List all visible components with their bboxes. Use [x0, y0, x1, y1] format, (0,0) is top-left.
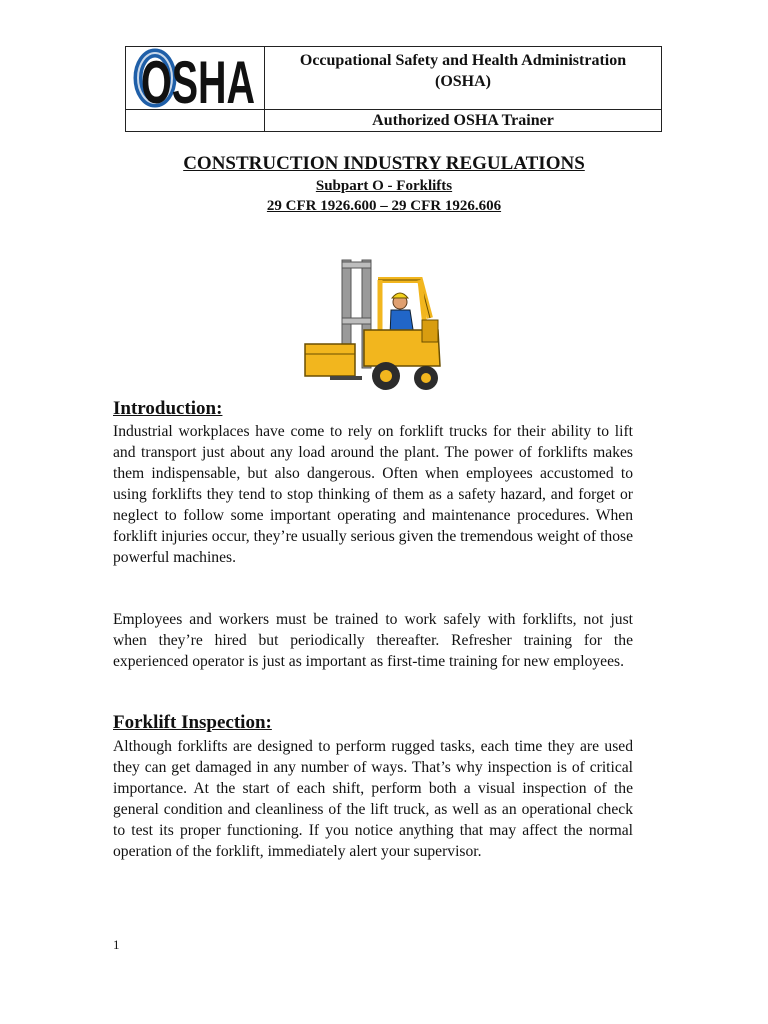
org-name-line1: Occupational Safety and Health Administration [299, 52, 627, 69]
inspection-heading: Forklift Inspection: [113, 712, 272, 733]
main-title: CONSTRUCTION INDUSTRY REGULATIONS [183, 153, 585, 174]
osha-logo-cell [126, 47, 265, 116]
inspection-paragraph: Although forklifts are designed to perform rugged tasks, each time they are used they can get damaged in any number of ways. That’s why inspection is of critical importance. At the start of each shift, perform both a visual inspection of the general condition and cleanliness of the lift truck, as well as an operational check to test its proper functioning. If you notice anything that may affect the normal operation of the forklift, immediately alert your supervisor. [113, 738, 633, 860]
org-name-line2: (OSHA) [435, 73, 491, 90]
header-table [125, 46, 662, 132]
introduction-heading: Introduction: [113, 398, 223, 419]
page-number: 1 [113, 937, 120, 952]
introduction-paragraph-2: Employees and workers must be trained to work safely with forklifts, not just when they’re hired but periodically thereafter. Refresher training for the experienced operator is just as important as first-time training for new employees. [113, 611, 633, 670]
introduction-paragraph-1: Industrial workplaces have come to rely on forklift trucks for their ability to lift and transport just about any load around the plant. The power of forklifts makes them indispensable, but also dangerous. Often when employees accustomed to using forklifts they tend to stop thinking of them as a safety hazard, and forget or neglect to follow some important operating and maintenance procedures. When forklift injuries occur, they’re usually serious given the tremendous weight of those powerful machines. [113, 423, 633, 566]
osha-logo [133, 48, 257, 116]
org-name-cell [265, 47, 662, 110]
forklift-illustration [302, 258, 444, 398]
trainer-cell: Authorized OSHA Trainer [265, 110, 662, 132]
cfr-title: 29 CFR 1926.600 – 29 CFR 1926.606 [266, 198, 502, 214]
osha-logo-letters: OSHA [141, 49, 255, 116]
subpart-title: Subpart O - Forklifts [315, 178, 453, 194]
